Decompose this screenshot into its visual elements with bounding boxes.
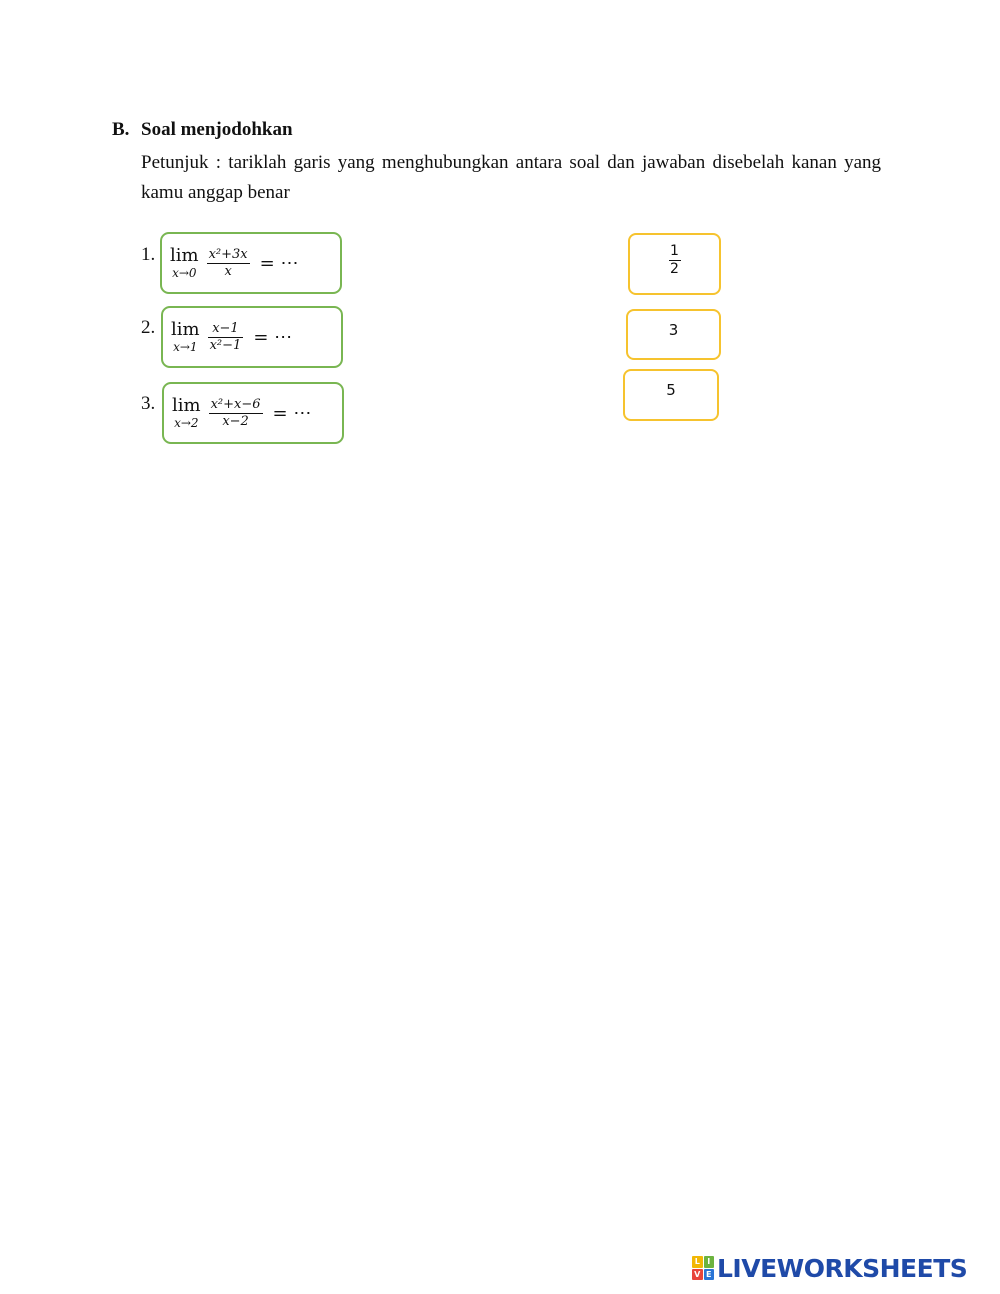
logo-mark-letter: V xyxy=(692,1269,703,1281)
answer-1-box[interactable] xyxy=(628,233,721,295)
lim-subscript: x→1 xyxy=(173,340,198,354)
equals-dots: = ⋯ xyxy=(253,326,293,348)
question-3-number: 3. xyxy=(141,393,156,414)
logo-text: LIVEWORKSHEETS xyxy=(717,1253,968,1283)
lim-subscript: x→2 xyxy=(174,416,199,430)
numerator: x−1 xyxy=(212,320,239,336)
denominator: x xyxy=(224,263,232,279)
lim-word: lim xyxy=(172,395,201,416)
fraction xyxy=(207,247,250,280)
limit-operator xyxy=(171,320,200,354)
section-title: Soal menjodohkan xyxy=(141,119,293,140)
logo-mark-letter: E xyxy=(704,1269,715,1281)
answer-2-box[interactable] xyxy=(626,309,721,360)
answer-2-value: 3 xyxy=(668,321,679,339)
question-2-expression xyxy=(171,308,292,366)
logo-mark-icon xyxy=(692,1256,714,1280)
logo-mark-letter: L xyxy=(692,1256,703,1268)
question-1-box[interactable] xyxy=(160,232,342,294)
question-1-expression xyxy=(170,234,298,292)
question-3-box[interactable] xyxy=(162,382,344,444)
answer-3-box[interactable] xyxy=(623,369,719,421)
answer-1-denominator: 2 xyxy=(670,261,679,277)
limit-operator xyxy=(172,396,201,430)
liveworksheets-logo xyxy=(692,1253,967,1283)
denominator: x²−1 xyxy=(209,337,242,353)
equals-dots: = ⋯ xyxy=(272,402,312,424)
fraction xyxy=(209,397,263,430)
lim-word: lim xyxy=(170,245,199,266)
section-letter: B. xyxy=(112,119,130,140)
answer-1-numerator: 1 xyxy=(670,243,679,259)
answer-3-value: 5 xyxy=(666,381,676,399)
numerator: x²+x−6 xyxy=(210,396,261,412)
denominator: x−2 xyxy=(222,413,249,429)
instructions: Petunjuk : tariklah garis yang menghubungkan antara soal dan jawaban disebelah kanan yang kamu anggap benar xyxy=(141,152,881,203)
fraction xyxy=(208,321,244,354)
lim-word: lim xyxy=(171,319,200,340)
answer-1-fraction xyxy=(669,243,681,293)
numerator: x²+3x xyxy=(208,246,248,262)
question-2-number: 2. xyxy=(141,317,156,338)
limit-operator xyxy=(170,246,199,280)
question-3-expression xyxy=(172,384,311,442)
lim-subscript: x→0 xyxy=(172,266,197,280)
question-2-box[interactable] xyxy=(161,306,343,368)
question-1-number: 1. xyxy=(141,244,156,265)
logo-mark-letter: I xyxy=(704,1256,715,1268)
equals-dots: = ⋯ xyxy=(259,252,299,274)
